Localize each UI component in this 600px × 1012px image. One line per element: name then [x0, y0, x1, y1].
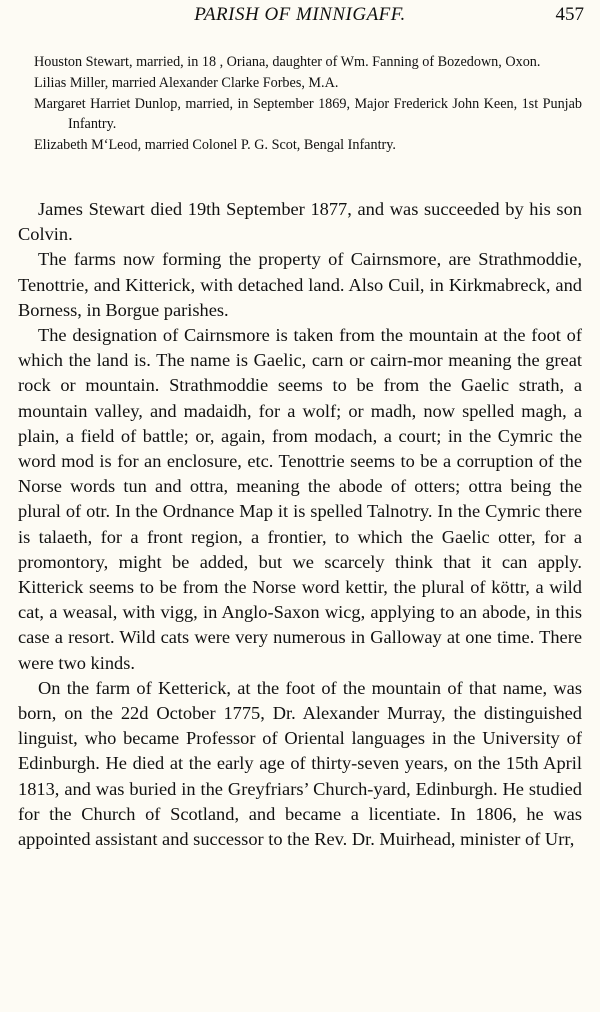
child-entry: Margaret Harriet Dunlop, married, in September 1869, Major Frederick John Keen, 1st Punjab Infantry.	[34, 95, 582, 133]
paragraph: James Stewart died 19th September 1877, and was succeeded by his son Colvin.	[18, 199, 582, 245]
paragraph: The farms now forming the property of Cairnsmore, are Strathmoddie, Tenottrie, and Kitterick, with detached land. Also Cuil, in Kirkmabreck, and Borness, in Borgue parishes.	[18, 249, 582, 320]
paragraph: On the farm of Ketterick, at the foot of the mountain of that name, was born, on the 22d October 1775, Dr. Alexander Murray, the distinguished linguist, who became Professor of Oriental languages in the University of Edinburgh. He died at the early age of thirty-seven years, on the 15th April 1813, and was buried in the Greyfriars’ Church-yard, Edinburgh. He studied for the Church of Scotland, and became a licentiate. In 1806, he was appointed assistant and successor to the Rev. Dr. Muirhead, minister of Urr,	[18, 677, 582, 850]
child-entry: Lilias Miller, married Alexander Clarke Forbes, M.A.	[34, 74, 339, 91]
running-title: PARISH OF MINNIGAFF.	[194, 4, 406, 25]
child-entry: Elizabeth M‘Leod, married Colonel P. G. Scot, Bengal Infantry.	[34, 137, 396, 154]
page-header	[0, 4, 600, 28]
paragraph: The designation of Cairnsmore is taken from the mountain at the foot of which the land is. The name is Gaelic, carn or cairn-mor meaning the great rock or mountain. Strathmoddie seems to be from the Gaelic strath, a mountain valley, and madaidh, for a wolf; or madh, now spelled magh, a plain, a field of battle; or, again, from modach, a court; in the Cymric the word mod is for an enclosure, etc. Tenottrie seems to be a corruption of the Norse words tun and ottra, meaning the abode of otters; ottra being the plural of otr. In the Ordnance Map it is spelled Talnotry. In the Cymric there is talaeth, for a front region, a frontier, to which the Gaelic otter, for a promontory, might be added, but we scarcely think that it can apply. Kitterick seems to be from the Norse word kettir, the plural of köttr, a wild cat, a weasal, with vigg, in Anglo-Saxon wicg, applying to an abode, in this case a resort. Wild cats were very numerous in Galloway at one time. There were two kinds.	[18, 325, 582, 673]
body-text	[18, 197, 582, 852]
page-number: 457	[555, 4, 584, 25]
children-list	[34, 52, 582, 156]
child-entry: Houston Stewart, married, in 18 , Oriana, daughter of Wm. Fanning of Bozedown, Oxon.	[34, 54, 541, 70]
